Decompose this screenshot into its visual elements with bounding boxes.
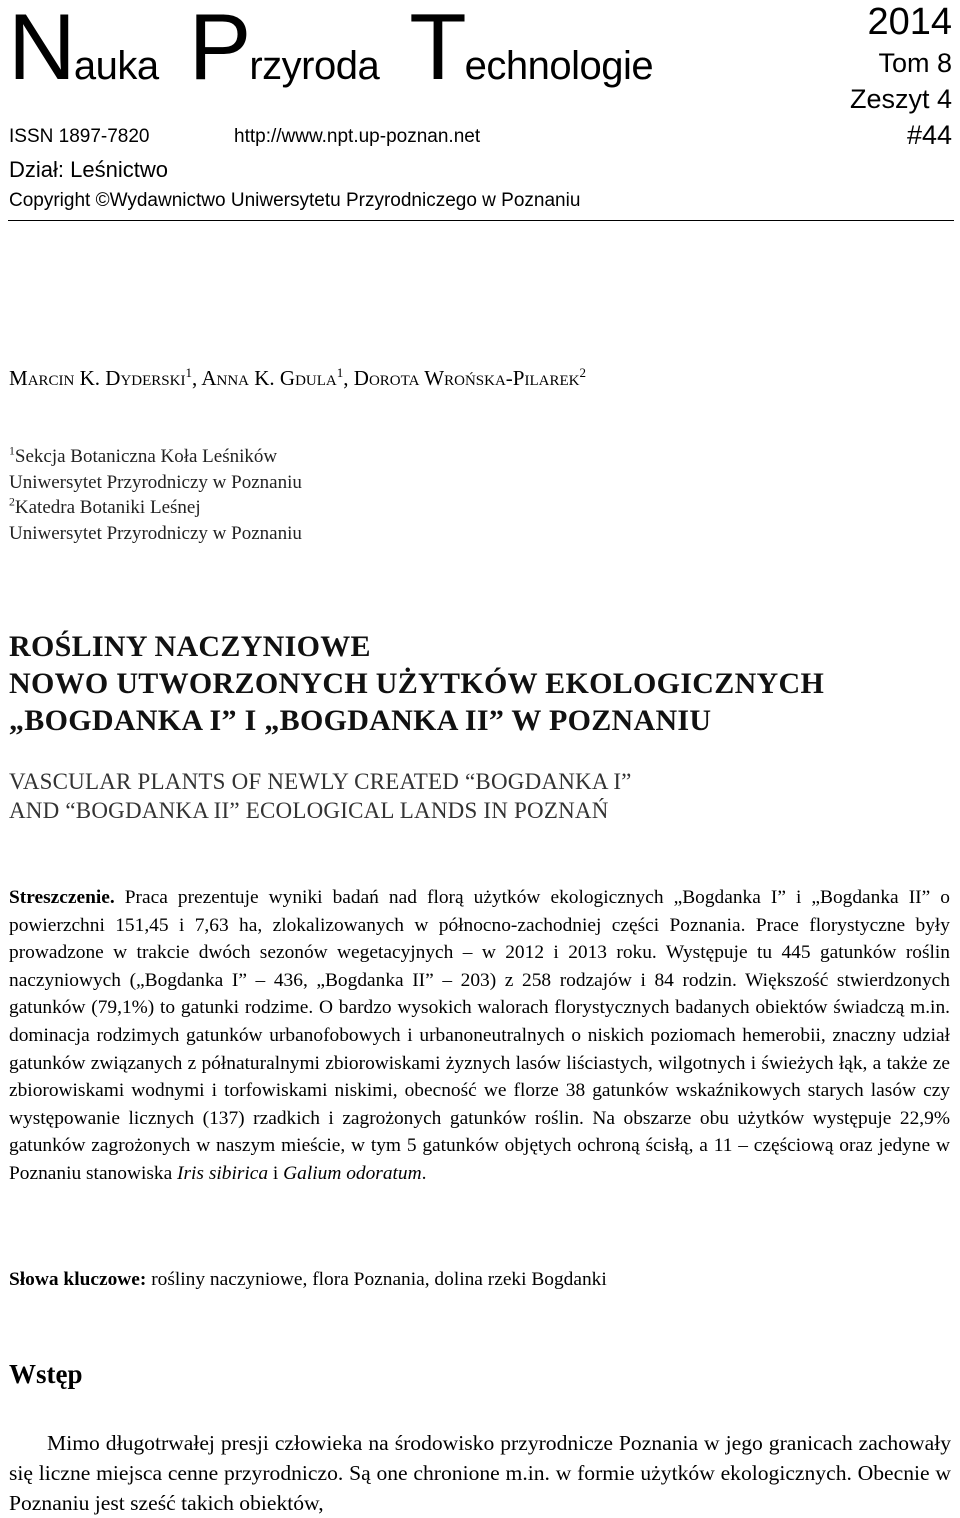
article-title-en: VASCULAR PLANTS OF NEWLY CREATED “BOGDANKA I” AND “BOGDANKA II” ECOLOGICAL LANDS IN POZNAŃ	[9, 769, 632, 823]
copyright: Copyright ©Wydawnictwo Uniwersytetu Przyrodniczego w Poznaniu	[9, 190, 581, 211]
abstract-text: Praca prezentuje wyniki badań nad florą użytków ekologicznych „Bogdanka I” i „Bogdanka II” o powierzchni 151,45 i 7,63 ha, zlokalizowanych w północno-zachodniej części Poznania. Prace florystyczne były prowadzone w trakcie dwóch sezonów wegetacyjnych – w 2012 i 2013 roku. Występuje tu 445 gatunków roślin naczyniowych („Bogdanka I” – 436, „Bogdanka II” – 203) z 258 rodzajów i 84 rodzin. Większość stwierdzonych gatunków (79,1%) to gatunki rodzime. O bardzo wysokich walorach florystycznych badanych obiektów świadczą m.in. dominacja rodzimych gatunków urbanofobowych i urbanoneutralnych o niskich poziomach hemerobii, znaczny udział gatunków związanych z półnaturalnymi zbiorowiskami żyznych lasów liściastych, wilgotnych i świeżych łąk, a także ze zbiorowiskami wodnymi i torfowiskami niskimi, obecność we florze 38 gatunków wskaźnikowych starych lasów czy występowanie licznych (137) rzadkich i zagrożonych gatunków roślin. Na obszarze obu użytków występuje 22,9% gatunków zagrożonych w naszym mieście, w tym 5 gatunków objętych ochroną ścisłą, a 11 – częściową oraz jedyne w Poznaniu stanowiska	[9, 887, 950, 1184]
journal-number: #44	[906, 120, 952, 150]
header-rule	[8, 220, 954, 221]
article-title-pl: ROŚLINY NACZYNIOWE NOWO UTWORZONYCH UŻYTKÓW EKOLOGICZNYCH „BOGDANKA I” I „BOGDANKA II” W POZNANIU	[9, 630, 825, 737]
journal-year: 2014	[867, 1, 952, 43]
author-list: Marcin K. Dyderski$^1$, Anna K. Gdula$^1$, Dorota Wrońska-Pilarek$^2$	[9, 365, 586, 390]
affiliation-2-university: Uniwersytet Przyrodniczy w Poznaniu	[9, 523, 302, 545]
keywords-text: rośliny naczyniowe, flora Poznania, dolina rzeki Bogdanki	[146, 1269, 607, 1290]
affiliation-2: $^2$Katedra Botaniki Leśnej	[9, 496, 201, 519]
section-heading-intro: Wstęp	[9, 1359, 83, 1389]
journal-volume: Tom 8	[878, 48, 952, 78]
journal-title-word-3: Technologie	[409, 0, 654, 99]
keywords	[9, 1266, 607, 1293]
issn: ISSN 1897-7820	[9, 126, 150, 147]
species-iris: Iris sibirica	[177, 1162, 269, 1184]
affiliation-1-university: Uniwersytet Przyrodniczy w Poznaniu	[9, 471, 302, 493]
species-galium: Galium odoratum	[283, 1162, 422, 1184]
section-label: Dział: Leśnictwo	[9, 157, 168, 182]
keywords-label: Słowa kluczowe:	[9, 1269, 147, 1290]
journal-issue: Zeszyt 4	[849, 84, 952, 114]
abstract: Streszczenie. Praca prezentuje wyniki badań nad florą użytków ekologicznych „Bogdanka I” i „Bogdanka II” o powierzchni 151,45 i 7,63 ha, zlokalizowanych w północno-zachodniej części Poznania. Prace florystyczne były prowadzone w trakcie dwóch sezonów wegetacyjnych – w 2012 i 2013 roku. Występuje tu 445 gatunków roślin naczyniowych („Bogdanka I” – 436, „Bogdanka II” – 203) z 258 rodzajów i 84 rodzin. Większość stwierdzonych gatunków (79,1%) to gatunki rodzime. O bardzo wysokich walorach florystycznych badanych obiektów świadczą m.in. dominacja rodzimych gatunków urbanofobowych i urbanoneutralnych o niskich poziomach hemerobii, znaczny udział gatunków związanych z półnaturalnymi zbiorowiskami żyznych lasów liściastych, wilgotnych i świeżych łąk, a także ze zbiorowiskami wodnymi i torfowiskami niskimi, obecność we florze 38 gatunków wskaźnikowych starych lasów czy występowanie licznych (137) rzadkich i zagrożonych gatunków roślin. Na obszarze obu użytków występuje 22,9% gatunków zagrożonych w naszym mieście, w tym 5 gatunków objętych ochroną ścisłą, a 11 – częściową oraz jedyne w Poznaniu stanowiska Iris sibirica i Galium odoratum.	[9, 887, 950, 1184]
author-1: Marcin K. Dyderski$^1$	[9, 365, 192, 390]
abstract-label: Streszczenie.	[9, 887, 115, 908]
journal-url[interactable]: http://www.npt.up-poznan.net	[234, 126, 481, 147]
author-2: Anna K. Gdula$^1$	[201, 365, 344, 390]
author-3: Dorota Wrońska-Pilarek$^2$	[353, 365, 586, 390]
affiliations	[9, 444, 302, 547]
intro-paragraph: Mimo długotrwałej presji człowieka na środowisko przyrodnicze Poznania w jego granicach zachowały się liczne miejsca cenne przyrodniczo. Są one chronione m.in. w formie użytków ekologicznych. Obecnie w Poznaniu jest sześć takich obiektów,	[9, 1431, 951, 1515]
journal-title-word-1: Nauka	[8, 0, 159, 99]
affiliation-1: $^1$Sekcja Botaniczna Koła Leśników	[9, 444, 278, 467]
journal-title	[8, 0, 683, 100]
journal-title-word-2: Przyroda	[188, 0, 380, 99]
